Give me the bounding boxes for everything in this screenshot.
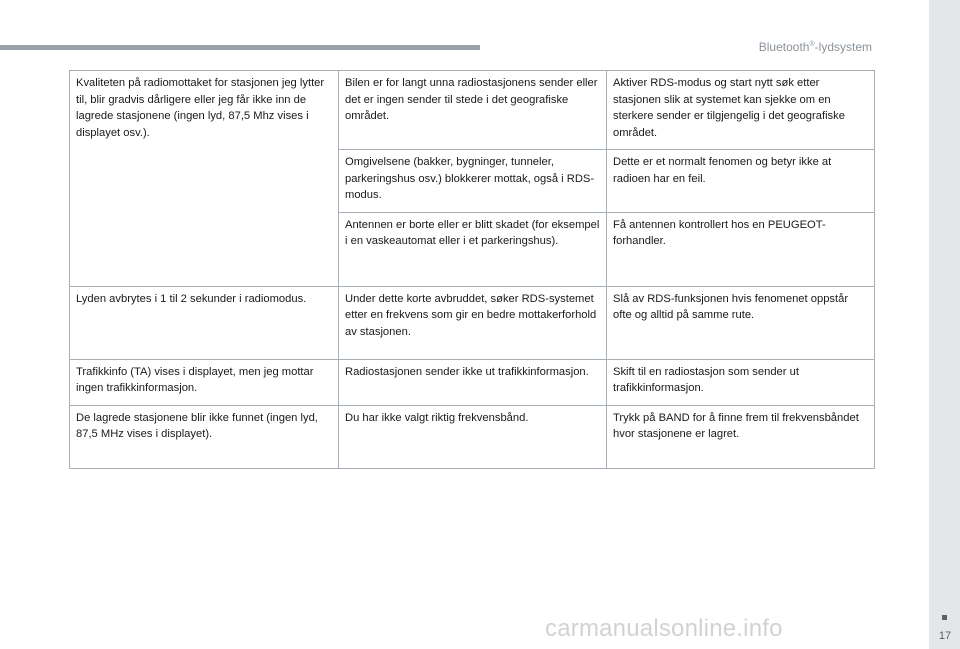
solution-cell: Aktiver RDS-modus og start nytt søk etter stasjonen slik at systemet kan sjekke om en sterkere sender er tilgjengelig i det geografiske området. bbox=[607, 71, 875, 150]
cause-cell: Radiostasjonen sender ikke ut trafikkinformasjon. bbox=[339, 359, 607, 405]
section-title-suffix: -lydsystem bbox=[814, 40, 872, 54]
section-title-text: Bluetooth bbox=[758, 40, 810, 54]
registered-mark: ® bbox=[809, 41, 815, 48]
table-row bbox=[70, 71, 875, 150]
solution-cell: Trykk på BAND for å finne frem til frekvensbåndet hvor stasjonene er lagret. bbox=[607, 405, 875, 468]
page-number: 17 bbox=[938, 630, 952, 642]
header-rule bbox=[0, 45, 480, 50]
cause-cell: Du har ikke valgt riktig frekvensbånd. bbox=[339, 405, 607, 468]
side-margin-bar bbox=[929, 0, 960, 649]
cause-cell: Omgivelsene (bakker, bygninger, tunneler, parkeringshus osv.) blokkerer mottak, også i RDS-modus. bbox=[339, 150, 607, 213]
watermark: carmanualsonline.info bbox=[545, 615, 783, 642]
side-marker bbox=[942, 615, 947, 620]
problem-cell: De lagrede stasjonene blir ikke funnet (ingen lyd, 87,5 MHz vises i displayet). bbox=[70, 405, 339, 468]
problem-cell: Trafikkinfo (TA) vises i displayet, men jeg mottar ingen trafikkinformasjon. bbox=[70, 359, 339, 405]
section-title bbox=[759, 40, 872, 54]
troubleshooting-table bbox=[69, 70, 875, 469]
solution-cell: Dette er et normalt fenomen og betyr ikke at radioen har en feil. bbox=[607, 150, 875, 213]
cause-cell: Antennen er borte eller er blitt skadet (for eksempel i en vaskeautomat eller i et parkeringshus). bbox=[339, 212, 607, 286]
cause-cell: Bilen er for langt unna radiostasjonens sender eller det er ingen sender til stede i det geografiske området. bbox=[339, 71, 607, 150]
problem-cell: Kvaliteten på radiomottaket for stasjonen jeg lytter til, blir gradvis dårligere eller jeg får ikke inn de lagrede stasjonene (ingen lyd, 87,5 Mhz vises i displayet osv.). bbox=[70, 71, 339, 287]
problem-cell: Lyden avbrytes i 1 til 2 sekunder i radiomodus. bbox=[70, 286, 339, 359]
solution-cell: Få antennen kontrollert hos en PEUGEOT-forhandler. bbox=[607, 212, 875, 286]
solution-cell: Slå av RDS-funksjonen hvis fenomenet oppstår ofte og alltid på samme rute. bbox=[607, 286, 875, 359]
table-row bbox=[70, 359, 875, 405]
cause-cell: Under dette korte avbruddet, søker RDS-systemet etter en frekvens som gir en bedre mottakerforhold av stasjonen. bbox=[339, 286, 607, 359]
solution-cell: Skift til en radiostasjon som sender ut trafikkinformasjon. bbox=[607, 359, 875, 405]
table-row bbox=[70, 405, 875, 468]
table-row bbox=[70, 286, 875, 359]
